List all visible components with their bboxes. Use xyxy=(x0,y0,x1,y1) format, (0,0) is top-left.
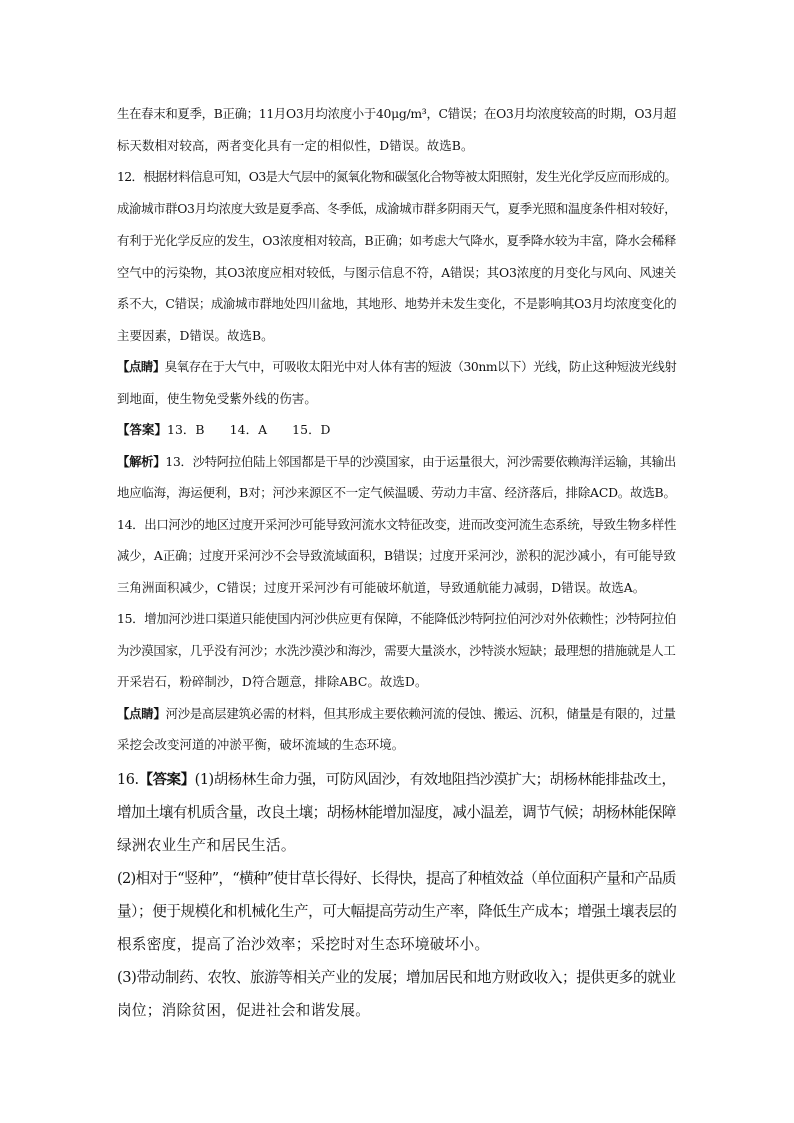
jiexi-tag: 【解析】 xyxy=(117,454,166,469)
text-line: 采挖会改变河道的冲淤平衡，破坏流域的生态环境。 xyxy=(117,737,405,752)
text-line: 12．根据材料信息可知，O3是大气层中的氮氧化物和碳氢化合物等被太阳照射，发生光化学反应而形成的。 xyxy=(117,169,677,184)
text-line: 三角洲面积减少，C错误；过度开采河沙有可能破坏航道，导致通航能力减弱，D错误。故选A。 xyxy=(117,580,646,595)
text-line: 14．出口河沙的地区过度开采河沙可能导致河流水文特征改变，进而改变河流生态系统，导致生物多样性 xyxy=(117,517,677,532)
text-line: 河沙是高层建筑必需的材料，但其形成主要依赖河流的侵蚀、搬运、沉积，储量是有限的，过量 xyxy=(165,707,676,721)
text-line: 根系密度，提高了治沙效率；采挖时对生态环境破坏小。 xyxy=(117,936,490,953)
text-line: 系不大，C错误；成渝城市群地处四川盆地，其地形、地势并未发生变化，不是影响其O3月均浓度变化的 xyxy=(117,296,677,311)
text-line: 开采岩石，粉碎制沙，D符合题意，排除ABC。故选D。 xyxy=(117,674,428,689)
text-line: 为沙漠国家，几乎没有河沙；水洗沙漠沙和海沙，需要大量淡水，沙特淡水短缺；最理想的措施就是人工 xyxy=(117,643,676,658)
text-line: 生在春末和夏季，B正确；11月O3月均浓度小于40μg/m³，C错误；在O3月均浓度较高的时期，O3月超 xyxy=(117,106,676,121)
text-line: 减少，A正确；过度开采河沙不会导致流域面积，B错误；过度开采河沙，淤积的泥沙减小，有可能导致 xyxy=(117,548,676,563)
daan-tag: 【答案】 xyxy=(117,422,167,437)
text-line: 有利于光化学反应的发生，O3浓度相对较高，B正确；如考虑大气降水，夏季降水较为丰富，降水会稀释 xyxy=(117,233,677,248)
text-line: 到地面，使生物免受紫外线的伤害。 xyxy=(117,391,317,406)
text-line: 15．增加河沙进口渠道只能使国内河沙供应更有保障，不能降低沙特阿拉伯河沙对外依赖性；沙特阿拉伯 xyxy=(117,611,677,626)
text-line: 空气中的污染物，其O3浓度应相对较低，与图示信息不符，A错误；其O3浓度的月变化与风向、风速关 xyxy=(117,265,677,280)
q16-answer-line xyxy=(117,768,676,789)
daan-tag: 【答案】 xyxy=(138,771,195,788)
note-line xyxy=(117,704,676,722)
note-line xyxy=(117,357,676,375)
text-line: 绿洲农业生产和居民生活。 xyxy=(117,837,296,854)
answer-line xyxy=(117,420,331,438)
text-line: 臭氧存在于大气中，可吸收太阳光中对人体有害的短波（30nm以下）光线，防止这种短波光线射 xyxy=(164,360,677,374)
text-line: 量）；便于规模化和机械化生产，可大幅提高劳动生产率，降低生产成本；增强土壤表层的 xyxy=(117,903,677,920)
text-line: 地应临海，海运便利，B对；河沙来源区不一定气候温暖、劳动力丰富、经济落后，排除ACD。故选B。 xyxy=(117,485,676,500)
text-line: 增加土壤有机质含量，改良土壤；胡杨林能增加湿度，减小温差，调节气候；胡杨林能保障 xyxy=(117,804,676,821)
text-line: (1)胡杨林生命力强，可防风固沙，有效地阻挡沙漠扩大；胡杨林能排盐改土， xyxy=(194,772,676,788)
text-line: 13．B 14．A 15．D xyxy=(166,422,331,437)
dianjing-tag: 【点睛】 xyxy=(117,706,166,721)
text-line: 成渝城市群O3月均浓度大致是夏季高、冬季低，成渝城市群多阴雨天气，夏季光照和温度条件相对较好， xyxy=(117,201,677,216)
dianjing-tag: 【点睛】 xyxy=(117,359,165,374)
text-line: (2)相对于“竖种”，“横种”使甘草长得好、长得快，提高了种植效益（单位面积产量和产品质 xyxy=(117,870,676,887)
text-line: 主要因素，D错误。故选B。 xyxy=(117,328,274,343)
analysis-line xyxy=(117,452,676,470)
text-line: 标天数相对较高，两者变化具有一定的相似性，D错误。故选B。 xyxy=(117,138,474,153)
text-line: 13．沙特阿拉伯陆上邻国都是干旱的沙漠国家，由于运量很大，河沙需要依赖海洋运输，其输出 xyxy=(165,455,676,469)
text-line: 岗位；消除贫困，促进社会和谐发展。 xyxy=(117,1002,371,1019)
question-number: 16. xyxy=(117,772,139,788)
text-line: (3)带动制药、农牧、旅游等相关产业的发展；增加居民和地方财政收入；提供更多的就业 xyxy=(117,969,676,986)
